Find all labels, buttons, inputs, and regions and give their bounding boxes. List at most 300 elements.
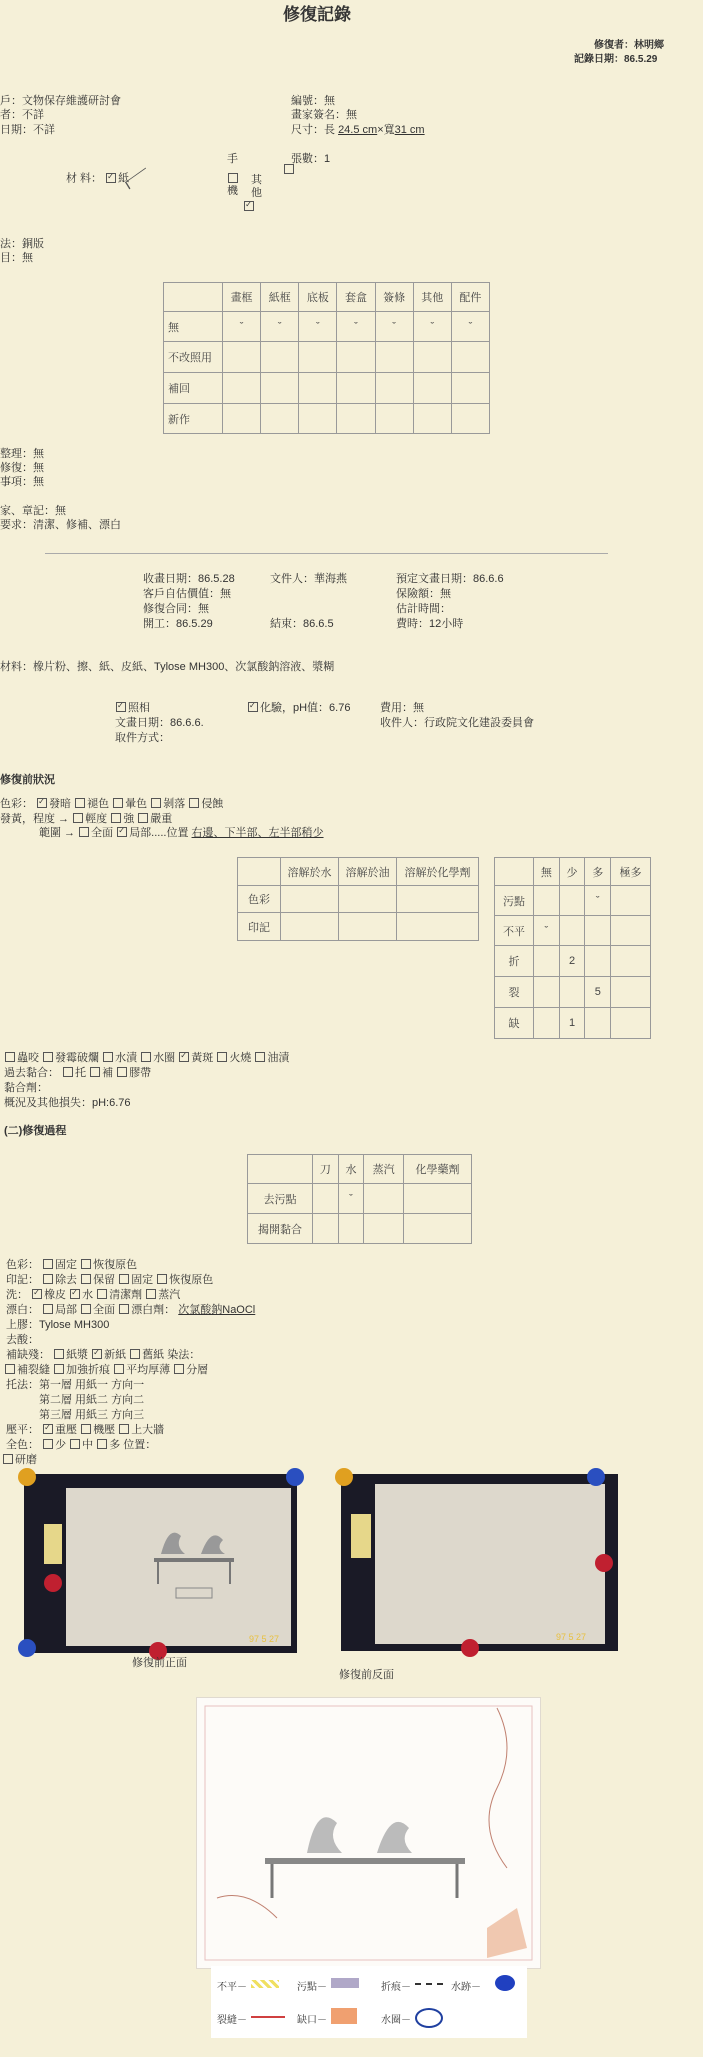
opt-checkbox[interactable] [189,798,199,808]
proc-deacid: 去酸： [6,1334,39,1346]
photo-front [24,1474,297,1653]
opt-checkbox[interactable] [113,798,123,808]
proc-repair [6,1348,200,1362]
proc-label: 壓平： [6,1424,39,1436]
proc-label: 全色： [6,1439,39,1451]
opt-label: 恢復原色 [169,1274,214,1286]
process-header: 水 [338,1155,364,1184]
opt-checkbox[interactable] [141,1052,151,1062]
opt-label: 重壓 [55,1424,78,1436]
size [291,123,425,137]
opt-checkbox[interactable] [157,1274,167,1284]
legend-uneven: 不平－ [217,1982,247,1993]
legend-fold: 折痕－ [381,1982,411,1993]
opt-label: 加強折痕 [66,1364,111,1376]
opt-checkbox[interactable] [43,1274,53,1284]
paper-front [66,1488,291,1646]
process-header: 化學藥劑 [404,1155,472,1184]
size-width: 31 cm [394,124,425,136]
opt-label: 水漬 [115,1052,138,1064]
frame-header: 配件 [451,283,489,312]
opt-checkbox[interactable] [81,1274,91,1284]
opt-checkbox[interactable] [5,1364,15,1374]
front-caption: 修復前正面 [132,1657,187,1669]
legend-water: 水跡－ [451,1982,481,1993]
frame-cell [375,373,413,404]
opt-checkbox[interactable] [174,1364,184,1374]
damage-cell [534,886,560,916]
opt-checkbox[interactable] [130,1349,140,1359]
frame-row-label: 補回 [164,373,223,404]
opt-label: 全面 [93,1304,116,1316]
proc-seal [6,1273,213,1287]
damage-header: 多 [585,858,611,886]
opt-checkbox[interactable] [81,1424,91,1434]
frame-cell [375,342,413,373]
opt-label: 清潔劑 [109,1289,143,1301]
proc-label: 漂白： [6,1304,39,1316]
opt-label: 固定 [131,1274,154,1286]
damage-cell [585,946,611,977]
dissolve-header: 溶解於油 [338,858,396,886]
proc-back3: 第三層 用紙三 方向三 [39,1409,145,1421]
frame-table [163,282,490,434]
date-stamp: 97 5 27 [556,1632,587,1642]
bleach-agent: 次氯酸鈉NaOCl [178,1304,256,1316]
ring-swatch [415,2008,443,2028]
opt-checkbox[interactable] [3,1454,13,1464]
frame-row-label: 不改照用 [164,342,223,373]
opt-label: 上大牆 [131,1424,165,1436]
cost: 費用：無 [380,702,424,714]
date-stamp: 97 5 27 [249,1634,280,1644]
chevron-icon [125,168,150,190]
process-cell: ˇ [338,1184,364,1214]
machine-label: 機 [227,185,238,197]
opt-checkbox[interactable] [179,1052,189,1062]
opt-label: 補裂縫 [17,1364,50,1376]
opt-label: 中 [82,1439,94,1451]
expected-date: 預定文畫日期：86.6.6 [396,573,504,585]
opt-label: 侵蝕 [201,798,224,810]
process-cell [313,1184,339,1214]
frame-cell [451,373,489,404]
color-label: 色彩： [0,798,33,810]
process-header: 蒸汽 [364,1155,404,1184]
frame-cell [451,404,489,434]
frame-cell [299,342,337,373]
legend-stain: 污點－ [297,1982,327,1993]
damage-cell [585,1008,611,1039]
dissolve-cell [396,886,478,913]
process-header: 刀 [313,1155,339,1184]
proc-color [6,1258,137,1272]
opt-label: 平均厚薄 [126,1364,171,1376]
opt-label: 輕度 [85,813,108,825]
opt-checkbox[interactable] [70,1439,80,1449]
other-label: 其他 [251,174,262,199]
opt-checkbox[interactable] [90,1067,100,1077]
opt-label: 嚴重 [150,813,173,825]
pin-icon [44,1574,62,1592]
photo-back [341,1474,618,1651]
dissolve-row-label: 色彩 [238,886,281,913]
etching-image [66,1488,291,1646]
opt-checkbox[interactable] [114,1364,124,1374]
frame-cell [223,342,261,373]
machine-checkbox[interactable] [244,201,254,211]
damage-cell: ˇ [585,886,611,916]
opt-label: 水圈 [153,1052,176,1064]
material [66,169,143,188]
dissolve-header: 溶解於化學劑 [396,858,478,886]
pin-icon [595,1554,613,1572]
dissolve-cell [281,886,339,913]
opt-label: 恢復原色 [93,1259,138,1271]
fold-swatch [415,1983,443,1985]
frame-header: 套盒 [337,283,375,312]
past-glue-line [4,1066,151,1080]
opt-label: 暈色 [125,798,148,810]
opt-checkbox[interactable] [92,1349,102,1359]
frame-cell: ˇ [375,312,413,342]
opt-label: 舊紙 染法： [142,1349,201,1361]
process-heading: (二)修復過程 [4,1125,67,1137]
hours: 費時：12小時 [396,618,464,630]
process-cell [364,1214,404,1244]
range-label: 範圍 → [39,827,76,839]
damage-cell [585,916,611,946]
number: 編號：無 [291,95,335,107]
damage-table [494,857,651,1039]
crack-swatch [251,2016,285,2018]
damage-corner [495,858,534,886]
frame-cell [337,342,375,373]
opt-checkbox[interactable] [63,1067,73,1077]
start-date: 開工：86.5.29 [143,618,213,630]
proc-flat [6,1423,164,1437]
damage-header: 無 [534,858,560,886]
frame-cell: ˇ [451,312,489,342]
diagram-drawing [197,1698,540,1968]
opt-checkbox[interactable] [5,1052,15,1062]
opt-checkbox[interactable] [117,1067,127,1077]
history-line: 整理：無 [0,448,44,460]
frame-table-corner [164,283,223,312]
damage-cell [534,1008,560,1039]
opt-checkbox[interactable] [75,798,85,808]
color-line [0,797,223,811]
dissolve-table [237,857,479,941]
dissolve-cell [338,913,396,941]
process-cell [338,1214,364,1244]
opt-checkbox[interactable] [151,798,161,808]
opt-checkbox[interactable] [103,1052,113,1062]
dissolve-cell [396,913,478,941]
opt-label: 黃斑 [191,1052,214,1064]
dissolve-header: 溶解於水 [281,858,339,886]
frame-header: 紙框 [261,283,299,312]
photo-label: 照相 [128,702,150,714]
record-date: 記錄日期：86.5.29 [574,54,658,65]
material-label: 材 料： [66,172,103,185]
proc-fill [6,1438,156,1452]
opt-checkbox[interactable] [146,1289,156,1299]
opt-checkbox[interactable] [54,1364,64,1374]
damage-cell: 2 [559,946,585,977]
frame-header: 畫框 [223,283,261,312]
pin-icon [587,1468,605,1486]
opt-label: 橡皮 [44,1289,67,1301]
frame-row-label: 新作 [164,404,223,434]
author: 者：不詳 [0,109,44,121]
page-title: 修復記錄 [283,5,351,24]
opt-checkbox[interactable] [117,827,127,837]
damage-row-label: 裂 [495,977,534,1008]
damage-cell [611,916,651,946]
opt-checkbox[interactable] [43,1439,53,1449]
opt-checkbox[interactable] [37,798,47,808]
frame-header: 底板 [299,283,337,312]
frame-cell [413,373,451,404]
dissolve-row-label: 印記 [238,913,281,941]
proc-label: 印記： [6,1274,39,1286]
opt-checkbox[interactable] [111,813,121,823]
opt-checkbox[interactable] [43,1052,53,1062]
uneven-swatch [251,1980,279,1988]
damage-cell [534,946,560,977]
process-cell [364,1184,404,1214]
opt-checkbox[interactable] [97,1289,107,1299]
opt-checkbox[interactable] [54,1349,64,1359]
frame-header: 其他 [413,283,451,312]
proc-wash [6,1288,180,1302]
frame-header: 簽條 [375,283,413,312]
opt-checkbox[interactable] [97,1439,107,1449]
opt-label: 強 [123,813,135,825]
proc-bleach [6,1303,255,1317]
frame-cell [299,404,337,434]
opt-checkbox[interactable] [217,1052,227,1062]
past-glue-label: 過去黏合： [4,1067,59,1079]
damage-cell [559,886,585,916]
loss-swatch [331,2008,357,2024]
opt-label: 剝落 [163,798,186,810]
material-paper-label: 紙 [118,172,130,185]
opt-checkbox[interactable] [138,813,148,823]
history-line: 要求：清潔、修補、漂白 [0,519,121,531]
water-swatch [495,1975,515,1991]
photo-check [115,701,150,715]
pin-icon [461,1639,479,1657]
receive-date: 收畫日期：86.5.28 [143,573,235,585]
opt-label: 紙漿 [66,1349,89,1361]
frame-cell [413,404,451,434]
frame-cell [375,404,413,434]
opt-checkbox[interactable] [70,1289,80,1299]
hand-label: 手 [227,153,238,165]
damage-cell [534,977,560,1008]
back-caption: 修復前反面 [339,1669,394,1681]
opt-checkbox[interactable] [119,1304,129,1314]
frame-cell [223,404,261,434]
sheets: 張數：1 [291,153,331,165]
opt-checkbox[interactable] [119,1424,129,1434]
frame-cell [223,373,261,404]
deliver-date: 文畫日期：86.6.6. [115,717,204,729]
damage-cell [611,1008,651,1039]
frame-cell: ˇ [261,312,299,342]
damage-row-label: 折 [495,946,534,977]
damage-cell: ˇ [534,916,560,946]
date: 日期：不詳 [0,124,55,136]
proc-back: 托法：第一層 用紙一 方向一 [6,1379,145,1391]
frame-cell: ˇ [413,312,451,342]
opt-label: 局部.....位置 [129,827,189,839]
size-x: ×寬 [377,124,395,136]
title-name: 畫家簽名：無 [291,109,357,121]
label-tag [351,1514,371,1558]
legend-loss: 缺口－ [297,2015,327,2026]
damage-cell [559,916,585,946]
opt-label: 火燒 [229,1052,252,1064]
damage-diagram [196,1697,541,1969]
opt-label: 發霉破爛 [55,1052,100,1064]
opt-label: 蟲咬 [17,1052,39,1064]
condition-heading: 修復前狀況 [0,774,55,786]
contract: 修復合同：無 [143,603,209,615]
frame-cell [337,404,375,434]
opt-label: 水 [82,1289,94,1301]
frame-row-label: 無 [164,312,223,342]
frame-cell [261,342,299,373]
paper-back [375,1484,605,1644]
legend-ring: 水圈－ [381,2015,411,2026]
damage-cell [611,886,651,916]
pickup: 取件方式： [115,732,170,744]
pin-icon [18,1468,36,1486]
frame-cell [261,373,299,404]
photo-checkbox[interactable] [116,702,126,712]
other-loss: 概況及其他損失：pH:6.76 [4,1097,131,1109]
frame-cell [413,342,451,373]
damage-cell [611,946,651,977]
range-position: 右邊、下半部、左半部稍少 [191,827,324,839]
size-label: 尺寸：長 [291,124,335,136]
opt-checkbox[interactable] [119,1274,129,1284]
opt-checkbox[interactable] [43,1259,53,1269]
material-paper-checkbox[interactable] [106,173,116,183]
pin-icon [286,1468,304,1486]
opt-checkbox[interactable] [81,1304,91,1314]
opt-label: 膠帶 [129,1067,152,1079]
opt-checkbox[interactable] [79,827,89,837]
proc-back2: 第二層 用紙二 方向二 [39,1394,145,1406]
opt-label: 新紙 [104,1349,127,1361]
opt-label: 漂白劑： [131,1304,176,1316]
receiver: 文件人：華海燕 [270,573,347,585]
opt-label: 局部 [55,1304,78,1316]
opt-label: 托 [75,1067,87,1079]
pin-icon [335,1468,353,1486]
end-date: 結束：86.6.5 [270,618,334,630]
damage-header: 極多 [611,858,651,886]
damage-cell: 1 [559,1008,585,1039]
proc-crack [4,1363,208,1377]
process-cell [313,1214,339,1244]
history-line: 家、章記：無 [0,505,66,517]
opt-label: 多 位置： [109,1439,157,1451]
owner: 戶：文物保存維護研討會 [0,95,121,107]
opt-label: 全面 [91,827,114,839]
legend [211,1966,527,2038]
process-row-label: 揭開黏合 [248,1214,313,1244]
frame-cell [261,404,299,434]
opt-label: 少 [55,1439,67,1451]
history-line: 修復：無 [0,462,44,474]
frame-cell [337,373,375,404]
damage-row-label: 缺 [495,1008,534,1039]
frame-cell [299,373,337,404]
legend-crack: 裂縫－ [217,2015,247,2026]
yellow-label: 發黃，程度 → [0,813,70,825]
seal: 目：無 [0,252,33,264]
process-cell [404,1184,472,1214]
damage-cell [611,977,651,1008]
opt-label: 褪色 [87,798,110,810]
opt-label: 研磨 [15,1454,37,1466]
hand-checkbox[interactable] [228,173,238,183]
proc-label: 洗： [6,1289,28,1301]
opt-checkbox[interactable] [255,1052,265,1062]
yellow-line [0,812,172,826]
insurance: 保險額：無 [396,588,451,600]
stain-swatch [331,1978,359,1988]
damage-cell: 5 [585,977,611,1008]
process-corner [248,1155,313,1184]
history-line: 事項：無 [0,476,44,488]
proc-grind [2,1453,37,1467]
proc-label: 補缺殘： [6,1349,50,1361]
glue-agent: 黏合劑： [4,1082,48,1094]
ph-label: 化驗，pH值：6.76 [260,702,351,714]
restorer: 修復者：林明鄉 [594,40,664,51]
opt-label: 補 [102,1067,114,1079]
damage-row-label: 污點 [495,886,534,916]
opt-label: 固定 [55,1259,78,1271]
opt-checkbox[interactable] [32,1289,42,1299]
opt-checkbox[interactable] [43,1304,53,1314]
label-tag [44,1524,62,1564]
opt-checkbox[interactable] [81,1259,91,1269]
frame-cell: ˇ [299,312,337,342]
damage-header: 少 [559,858,585,886]
ph-checkbox[interactable] [248,702,258,712]
method: 法：銅版 [0,238,44,250]
process-cell [404,1214,472,1244]
process-table [247,1154,472,1244]
customer-value: 客戶自估價值：無 [143,588,231,600]
size-length: 24.5 cm [338,124,378,136]
process-row-label: 去污點 [248,1184,313,1214]
damage-row-label: 不平 [495,916,534,946]
opt-label: 機壓 [93,1424,116,1436]
frame-cell: ˇ [337,312,375,342]
damage-cell [559,977,585,1008]
opt-label: 除去 [55,1274,78,1286]
opt-checkbox[interactable] [73,813,83,823]
opt-checkbox[interactable] [43,1424,53,1434]
